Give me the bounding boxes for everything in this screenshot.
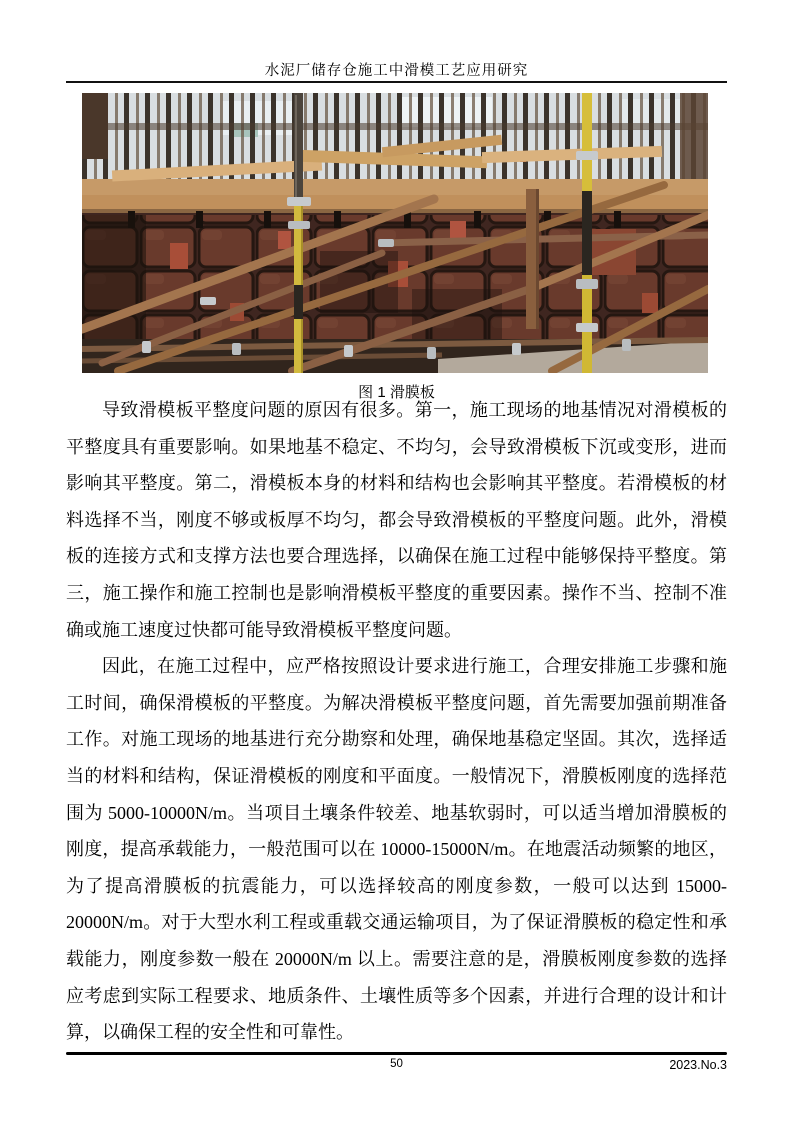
header-rule: [66, 81, 727, 83]
paragraph-1: 导致滑模板平整度问题的原因有很多。第一，施工现场的地基情况对滑模板的平整度具有重要影响。如果地基不稳定、不均匀，会导致滑模板下沉或变形，进而影响其平整度。第二，滑模板本身的材料和结构也会影响其平整度。若滑模板的材料选择不当，刚度不够或板厚不均匀，都会导致滑模板的平整度问题。此外，滑模板的连接方式和支撑方法也要合理选择，以确保在施工过程中能够保持平整度。第三，施工操作和施工控制也是影响滑模板平整度的重要因素。操作不当、控制不准确或施工速度过快都可能导致滑模板平整度问题。: [66, 400, 727, 640]
paragraph-2: 因此，在施工过程中，应严格按照设计要求进行施工，合理安排施工步骤和施工时间，确保滑模板的平整度。为解决滑模板平整度问题，首先需要加强前期准备工作。对施工现场的地基进行充分勘察和处理，确保地基稳定坚固。其次，选择适当的材料和结构，保证滑模板的刚度和平面度。一般情况下，滑膜板刚度的选择范围为 5000-10000N/m。当项目土壤条件较差、地基软弱时，可以适当增加滑膜板的刚度，提高承载能力，一般范围可以在 10000-15000N/m。在地震活动频繁的地区，为了提高滑膜板的抗震能力，可以选择较高的刚度参数，一般可以达到 15000-20000N/m。对于大型水利工程或重载交通运输项目，为了保证滑膜板的稳定性和承载能力，刚度参数一般在 20000N/m 以上。需要注意的是，滑膜板刚度参数的选择应考虑到实际工程要求、地质条件、土壤性质等多个因素，并进行合理的设计和计算，以确保工程的安全性和可靠性。: [66, 656, 727, 1043]
page-number: 50: [390, 1058, 403, 1070]
issue-label: 2023.No.3: [669, 1058, 727, 1072]
footer-rule: [66, 1052, 727, 1055]
figure-caption: 图 1 滑膜板: [358, 384, 435, 401]
construction-photo-illustration: [82, 93, 708, 373]
figure-photo: [82, 93, 708, 373]
page-title: 水泥厂储存仓施工中滑模工艺应用研究: [264, 63, 529, 79]
article-body: [66, 392, 727, 1051]
